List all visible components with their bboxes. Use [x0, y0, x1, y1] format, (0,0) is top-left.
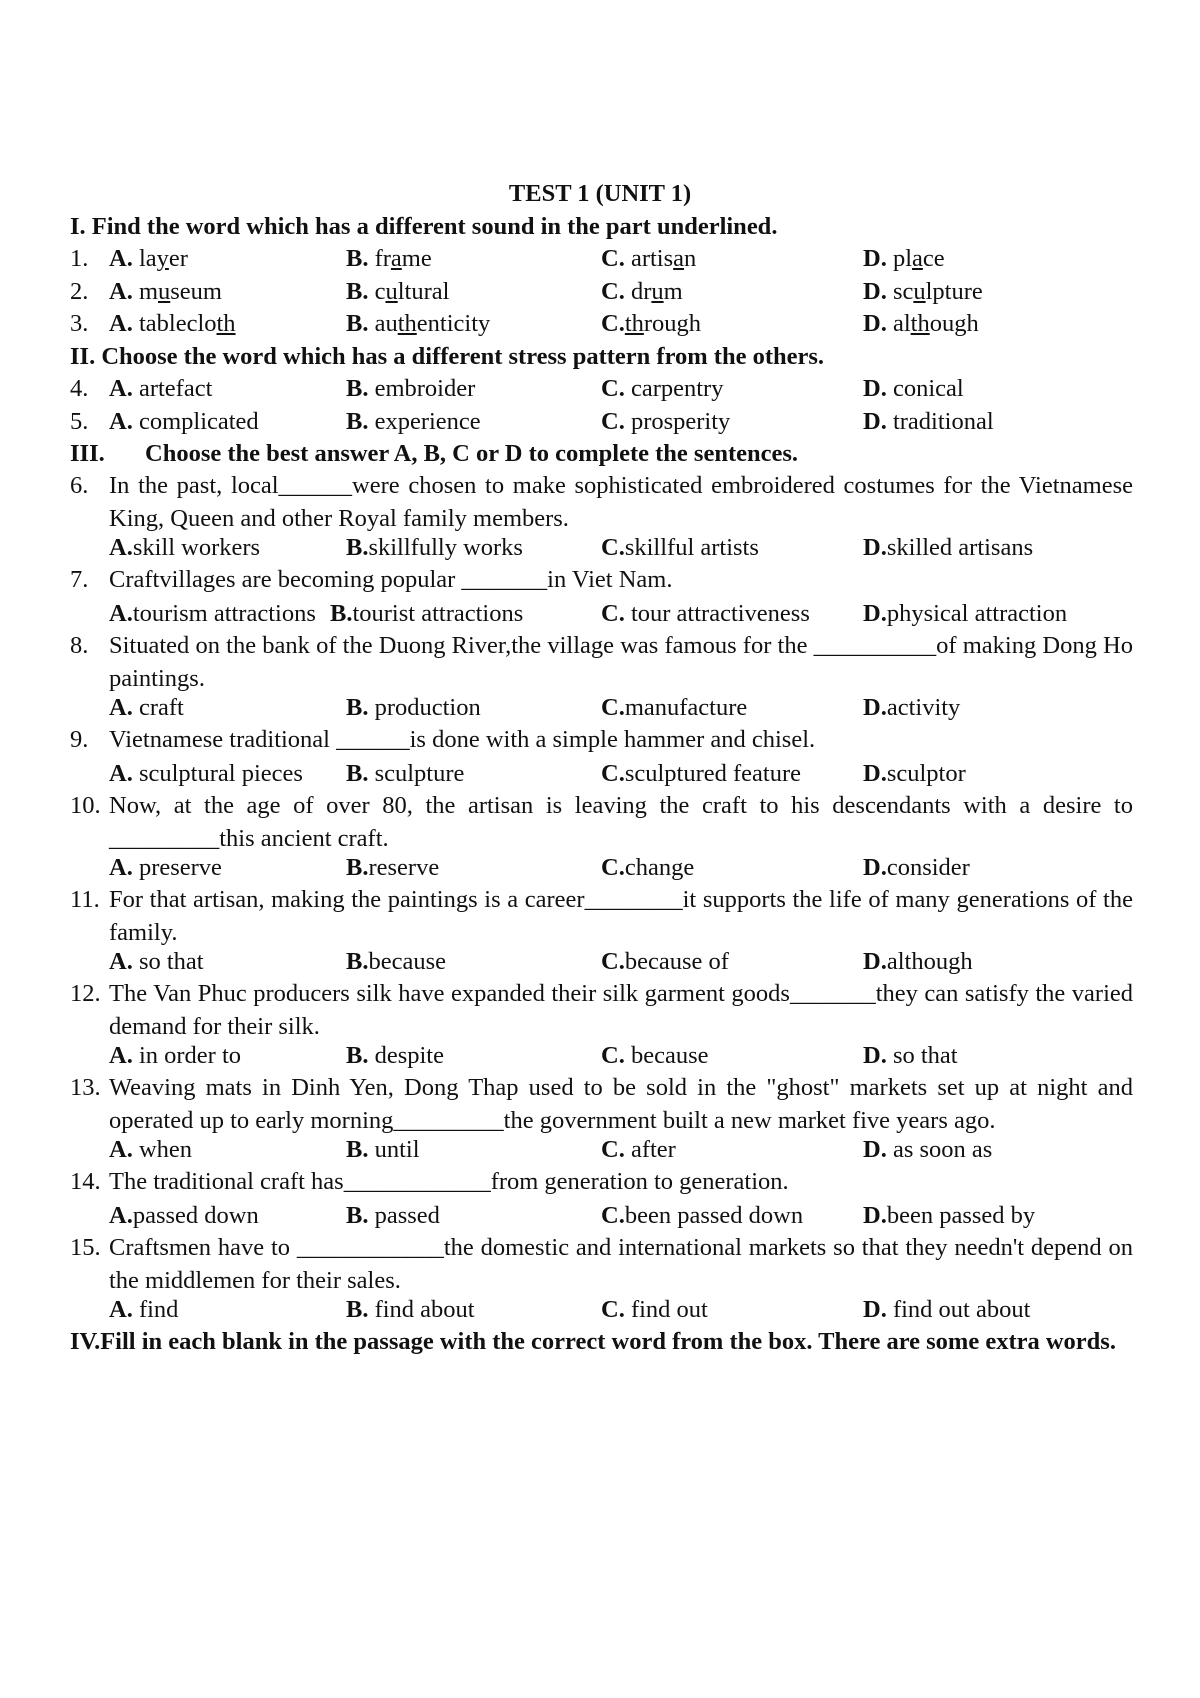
option-b: B. frame	[346, 245, 432, 272]
option-d: D. find out about	[863, 1296, 1031, 1323]
question-number: 11.	[70, 886, 100, 913]
option-a: A. find	[109, 1296, 179, 1323]
options	[109, 406, 1133, 439]
option-d: D. sculpture	[863, 278, 983, 305]
option-b: B. experience	[346, 408, 481, 435]
option-d: D. conical	[863, 375, 964, 402]
page-title: TEST 1 (UNIT 1)	[508, 180, 692, 207]
option-b: B. despite	[346, 1042, 444, 1069]
option-b: B. until	[346, 1136, 420, 1163]
question-stem: For that artisan, making the paintings is a career________it supports the life of many generations of the family.	[109, 886, 1133, 946]
option-c: C. carpentry	[601, 375, 724, 402]
option-b: B.because	[346, 948, 447, 975]
option-d: D.consider	[863, 854, 970, 881]
options	[109, 1040, 1133, 1073]
option-b: B. authenticity	[346, 310, 491, 337]
option-b: B.tourist attractions	[330, 600, 524, 627]
section-3-number: III.	[70, 440, 105, 467]
question-stem: Weaving mats in Dinh Yen, Dong Thap used to be sold in the "ghost" markets set up at night and operated up to early morning_________the government built a new market five years ago.	[109, 1074, 1133, 1134]
question-stem: The Van Phuc producers silk have expanded their silk garment goods_______they can satisfy the varied demand for their silk.	[109, 980, 1133, 1040]
options	[109, 946, 1133, 979]
option-d: D.sculptor	[863, 760, 966, 787]
option-a: A. tablecloth	[109, 310, 236, 337]
option-b: B.skillfully works	[346, 534, 523, 561]
option-a: A. artefact	[109, 375, 213, 402]
option-a: A. in order to	[109, 1042, 242, 1069]
option-c: C. artisan	[601, 245, 697, 272]
option-a: A. sculptural pieces	[109, 760, 303, 787]
option-a: A. museum	[109, 278, 222, 305]
option-d: D.although	[863, 948, 973, 975]
options	[109, 598, 1133, 631]
options	[109, 373, 1133, 406]
options	[109, 692, 1133, 725]
question-number: 5.	[70, 408, 89, 435]
options	[109, 308, 1133, 341]
question-number: 7.	[70, 566, 89, 593]
option-c: C. prosperity	[601, 408, 731, 435]
option-d: D. traditional	[863, 408, 994, 435]
question-stem: Situated on the bank of the Duong River,the village was famous for the __________of making Dong Ho paintings.	[109, 632, 1133, 692]
question-stem: In the past, local______were chosen to make sophisticated embroidered costumes for the Vietnamese King, Queen and other Royal family members.	[109, 472, 1133, 532]
option-c: C.skillful artists	[601, 534, 759, 561]
option-d: D.been passed by	[863, 1202, 1036, 1229]
options	[109, 243, 1133, 276]
option-c: C.manufacture	[601, 694, 748, 721]
options	[109, 1200, 1133, 1233]
question-stem: The traditional craft has____________from generation to generation.	[109, 1168, 789, 1195]
question-number: 1.	[70, 245, 89, 272]
option-c: C.sculptured feature	[601, 760, 802, 787]
question-stem: Craftvillages are becoming popular _______in Viet Nam.	[109, 566, 673, 593]
option-d: D.skilled artisans	[863, 534, 1034, 561]
section-3-heading: Choose the best answer A, B, C or D to complete the sentences.	[145, 440, 799, 467]
option-d: D. although	[863, 310, 979, 337]
option-c: C. find out	[601, 1296, 708, 1323]
question-number: 4.	[70, 375, 89, 402]
option-c: C.through	[601, 310, 702, 337]
option-a: A. complicated	[109, 408, 259, 435]
option-c: C. because	[601, 1042, 709, 1069]
option-c: C. after	[601, 1136, 676, 1163]
options	[109, 852, 1133, 885]
options	[109, 276, 1133, 309]
option-a: A. when	[109, 1136, 193, 1163]
question-number: 8.	[70, 632, 89, 659]
option-d: D. so that	[863, 1042, 958, 1069]
option-b: B. embroider	[346, 375, 476, 402]
option-a: A. layer	[109, 245, 188, 272]
option-d: D. as soon as	[863, 1136, 993, 1163]
option-a: A. preserve	[109, 854, 222, 881]
option-b: B.reserve	[346, 854, 440, 881]
option-a: A. craft	[109, 694, 184, 721]
option-a: A.passed down	[109, 1202, 259, 1229]
question-number: 15.	[70, 1234, 101, 1261]
option-d: D.physical attraction	[863, 600, 1068, 627]
option-b: B. cultural	[346, 278, 450, 305]
question-number: 3.	[70, 310, 89, 337]
options	[109, 532, 1133, 565]
option-c: C.change	[601, 854, 695, 881]
question-stem: Now, at the age of over 80, the artisan is leaving the craft to his descendants with a desire to _________this ancient craft.	[109, 792, 1133, 852]
question-number: 9.	[70, 726, 89, 753]
question-number: 2.	[70, 278, 89, 305]
options	[109, 758, 1133, 791]
section-2-heading: II. Choose the word which has a different stress pattern from the others.	[70, 343, 825, 370]
question-number: 12.	[70, 980, 101, 1007]
question-number: 14.	[70, 1168, 101, 1195]
options	[109, 1294, 1133, 1327]
option-d: D.activity	[863, 694, 961, 721]
option-a: A.tourism attractions	[109, 600, 316, 627]
option-c: C.been passed down	[601, 1202, 804, 1229]
section-1-heading: I. Find the word which has a different sound in the part underlined.	[70, 213, 778, 240]
option-b: B. find about	[346, 1296, 475, 1323]
question-number: 13.	[70, 1074, 101, 1101]
question-number: 10.	[70, 792, 101, 819]
question-number: 6.	[70, 472, 89, 499]
option-a: A.skill workers	[109, 534, 261, 561]
option-c: C. drum	[601, 278, 683, 305]
option-a: A. so that	[109, 948, 204, 975]
option-c: C. tour attractiveness	[601, 600, 810, 627]
option-b: B. production	[346, 694, 481, 721]
options	[109, 1134, 1133, 1167]
question-stem: Vietnamese traditional ______is done with a simple hammer and chisel.	[109, 726, 816, 753]
question-stem: Craftsmen have to ____________the domestic and international markets so that they needn't depend on the middlemen for their sales.	[109, 1234, 1133, 1294]
option-b: B. passed	[346, 1202, 440, 1229]
option-b: B. sculpture	[346, 760, 465, 787]
option-d: D. place	[863, 245, 945, 272]
option-c: C.because of	[601, 948, 729, 975]
section-4-heading: IV.Fill in each blank in the passage with the correct word from the box. There are some extra words.	[70, 1328, 1116, 1355]
